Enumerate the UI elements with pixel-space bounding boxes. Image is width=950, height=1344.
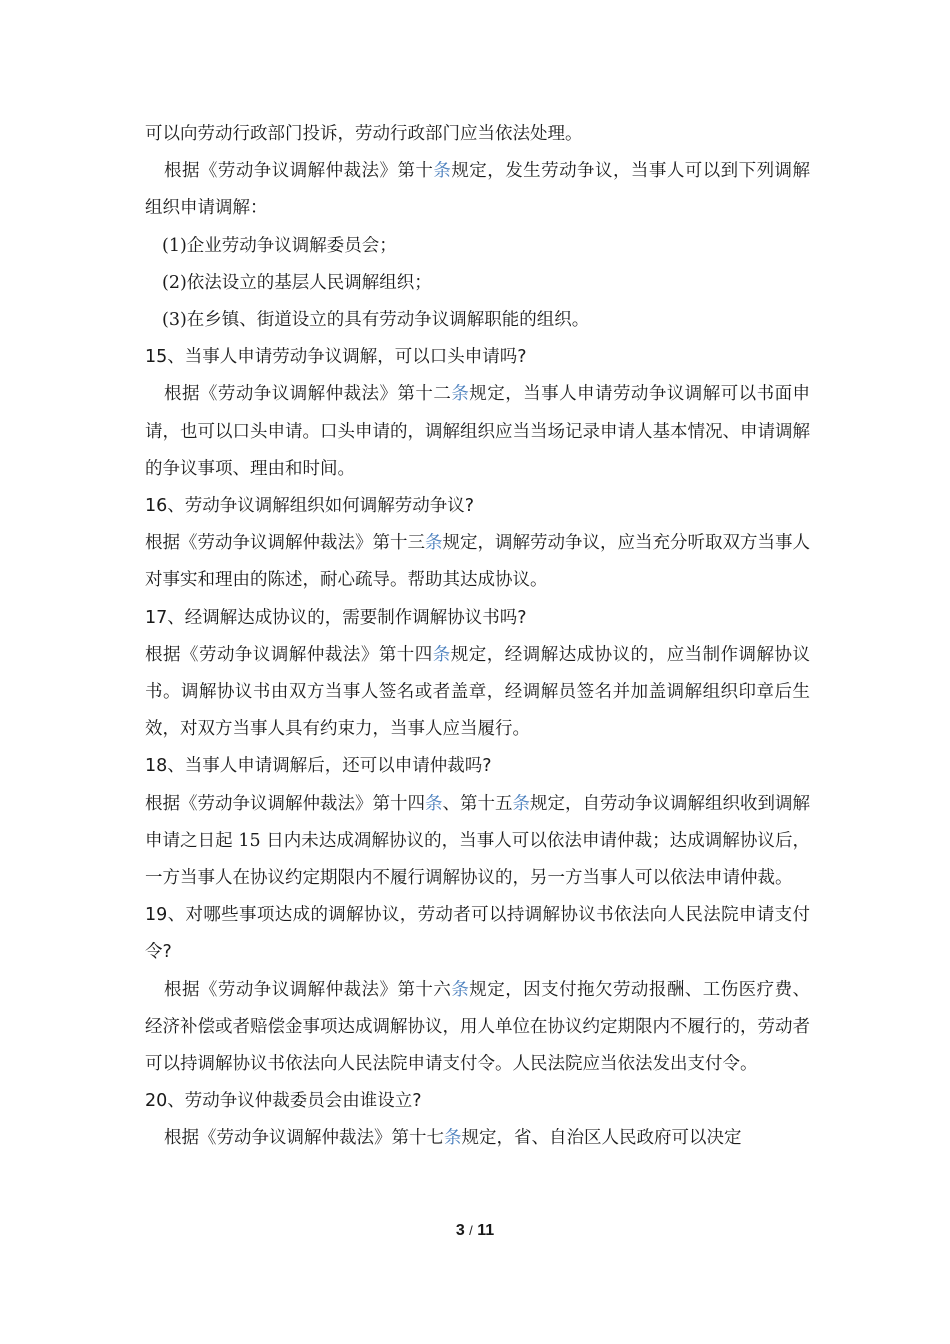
paragraph: 根据《劳动争议调解仲裁法》第十七条规定，省、自治区人民政府可以决定 [164,1128,742,1149]
paragraph: 根据《劳动争议调解仲裁法》第十二条规定，当事人申请劳动争议调解可以书面申请，也可以口头申请。口头申请的，调解组织应当当场记录申请人基本情况、申请调解的争议事项、理由和时间。 [145,384,811,479]
paragraph: 根据《劳动争议调解仲裁法》第十四条、第十五条规定，自劳动争议调解组织收到调解申请之日起 15 日内未达成凋解协议的，当事人可以依法申请仲裁；达成调解协议后，一方当事人在协议约定期限内不履行调解协议的，另一方当事人可以依法申请仲裁。 [145,793,810,889]
article-link[interactable]: 条 [425,533,443,554]
list-item: (3)在乡镇、街道设立的具有劳动争议调解职能的组织。 [162,310,590,331]
page-number-footer [0,1222,950,1240]
current-page: 3 [455,1222,465,1239]
question-heading: 15、当事人申请劳动争议调解，可以口头申请吗? [145,347,527,368]
paragraph: 根据《劳动争议调解仲裁法》第十六条规定，因支付拖欠劳动报酬、工伤医疗费、经济补偿或者赔偿金事项达成调解协议，用人单位在协议约定期限内不履行的，劳动者可以持调解协议书依法向人民法院申请支付令。人民法院应当依法发出支付令。 [145,979,811,1075]
paragraph [145,116,810,153]
article-link[interactable]: 条 [425,793,443,814]
question-heading: 16、劳动争议调解组织如何调解劳动争议? [145,496,475,517]
list-item: (1)企业劳动争议调解委员会； [162,235,397,256]
list-item: (2)依法设立的基层人民调解组织； [162,272,432,293]
article-link[interactable]: 条 [451,979,470,1000]
article-link[interactable]: 条 [433,161,452,182]
total-pages: 11 [477,1222,495,1239]
page-separator: / [469,1223,473,1238]
question-heading: 17、经调解达成协议的，需要制作调解协议书吗? [145,607,527,628]
article-link[interactable]: 条 [451,384,470,405]
question-heading: 19、对哪些事项达成的调解协议，劳动者可以持调解协议书依法向人民法院申请支付令? [145,905,810,963]
question-heading: 18、当事人申请调解后，还可以申请仲裁吗? [145,756,492,777]
paragraph: 根据《劳动争议调解仲裁法》第十四条规定，经调解达成协议的，应当制作调解协议书。调解协议书由双方当事人签名或者盖章，经调解员签名并加盖调解组织印章后生效，对双方当事人具有约束力，当事人应当履行。 [145,644,811,740]
article-link[interactable]: 条 [512,793,530,814]
text: 可以向劳动行政部门投诉，劳动行政部门应当依法处理。 [145,124,583,144]
article-link[interactable]: 条 [432,644,451,665]
paragraph: 根据《劳动争议调解仲裁法》第十条规定，发生劳动争议，当事人可以到下列调解组织申请调解： [145,161,811,219]
paragraph: 根据《劳动争议调解仲裁法》第十三条规定，调解劳动争议，应当充分听取双方当事人对事实和理由的陈述，耐心疏导。帮助其达成协议。 [145,533,810,591]
article-link[interactable]: 条 [444,1128,462,1149]
document-body [145,116,810,1158]
question-heading: 20、劳动争议仲裁委员会由谁设立? [145,1091,422,1112]
